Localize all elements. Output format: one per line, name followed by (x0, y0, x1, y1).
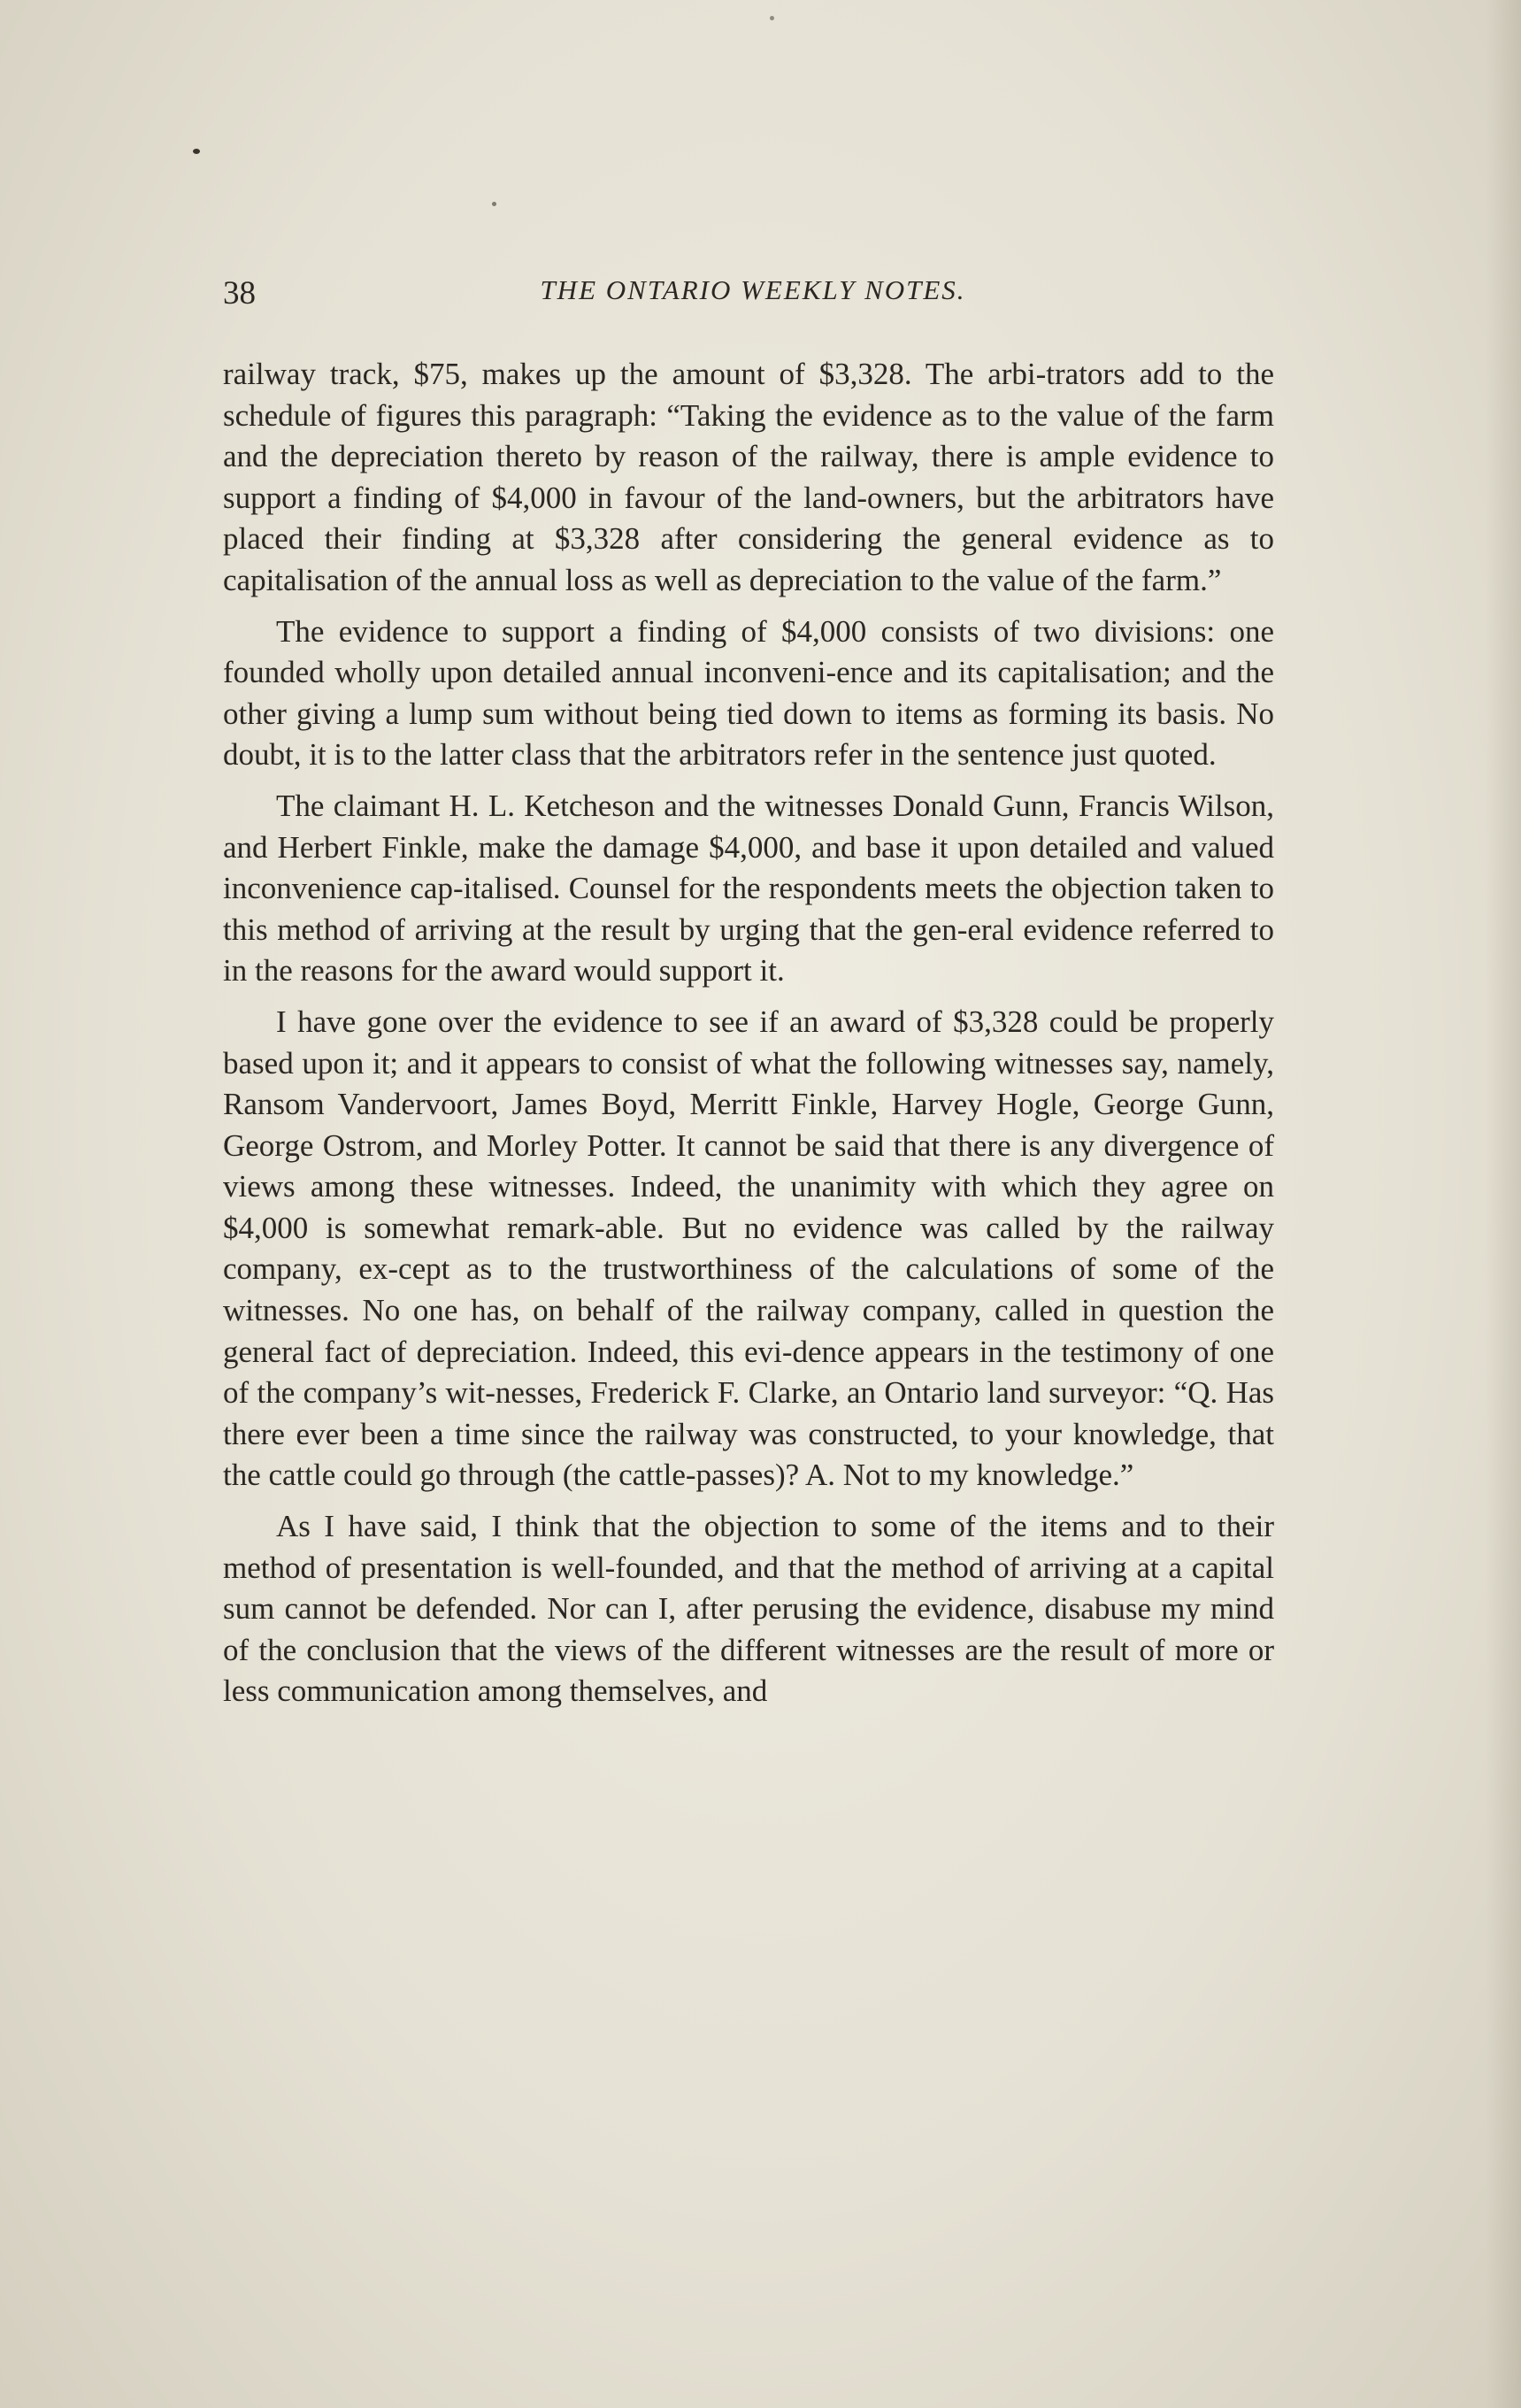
body-text (223, 354, 1274, 1722)
paragraph-1: railway track, $75, makes up the amount of $3,328. The arbi-trators add to the schedule of figures this paragraph: “Taking the evidence as to the value of the farm and the depreciation thereto by reason of the railway, there is ample evidence to support a finding of $4,000 in favour of the land-owners, but the arbitrators have placed their finding at $3,328 after considering the general evidence as to capitalisation of the annual loss as well as depreciation to the value of the farm.” (223, 357, 1274, 597)
page-number: 38 (223, 275, 256, 312)
paragraph-5: As I have said, I think that the objection to some of the items and to their method of presentation is well-founded, and that the method of arriving at a capital sum cannot be defended. Nor can I, after perusing the evidence, disabuse my mind of the conclusion that the views of the different witnesses are the result of more or less communication among themselves, and (223, 1509, 1274, 1709)
page-header (223, 265, 1274, 310)
paragraph-3: The claimant H. L. Ketcheson and the witnesses Donald Gunn, Francis Wilson, and Herbert Finkle, make the damage $4,000, and base it upon detailed and valued inconvenience cap-italised. Counsel for the respondents meets the objection taken to this method of arriving at the result by urging that the gen-eral evidence referred to in the reasons for the award would support it. (223, 788, 1274, 989)
ink-speck (770, 16, 774, 20)
paragraph-2: The evidence to support a finding of $4,000 consists of two divisions: one founded wholly upon detailed annual inconveni-ence and its capitalisation; and the other giving a lump sum without being tied down to items as forming its basis. No doubt, it is to the latter class that the arbitrators refer in the sentence just quoted. (223, 613, 1274, 773)
paragraph-4: I have gone over the evidence to see if an award of $3,328 could be properly based upon it; and it appears to consist of what the following witnesses say, namely, Ransom Vandervoort, James Boyd, Merritt Finkle, Harvey Hogle, George Gunn, George Ostrom, and Morley Potter. It cannot be said that there is any divergence of views among these witnesses. Indeed, the unanimity with which they agree on $4,000 is somewhat remark-able. But no evidence was called by the railway company, ex-cept as to the trustworthiness of the calculations of some of the witnesses. No one has, on behalf of the railway company, called in question the general fact of depreciation. Indeed, this evi-dence appears in the testimony of one of the company’s wit-nesses, Frederick F. Clarke, an Ontario land surveyor: “Q. Has there ever been a time since the railway was constructed, to your knowledge, that the cattle could go through (the cattle-passes)? A. Not to my knowledge.” (223, 1004, 1274, 1493)
ink-speck (492, 202, 496, 206)
running-title: THE ONTARIO WEEKLY NOTES. (540, 274, 966, 305)
ink-speck (193, 149, 200, 154)
